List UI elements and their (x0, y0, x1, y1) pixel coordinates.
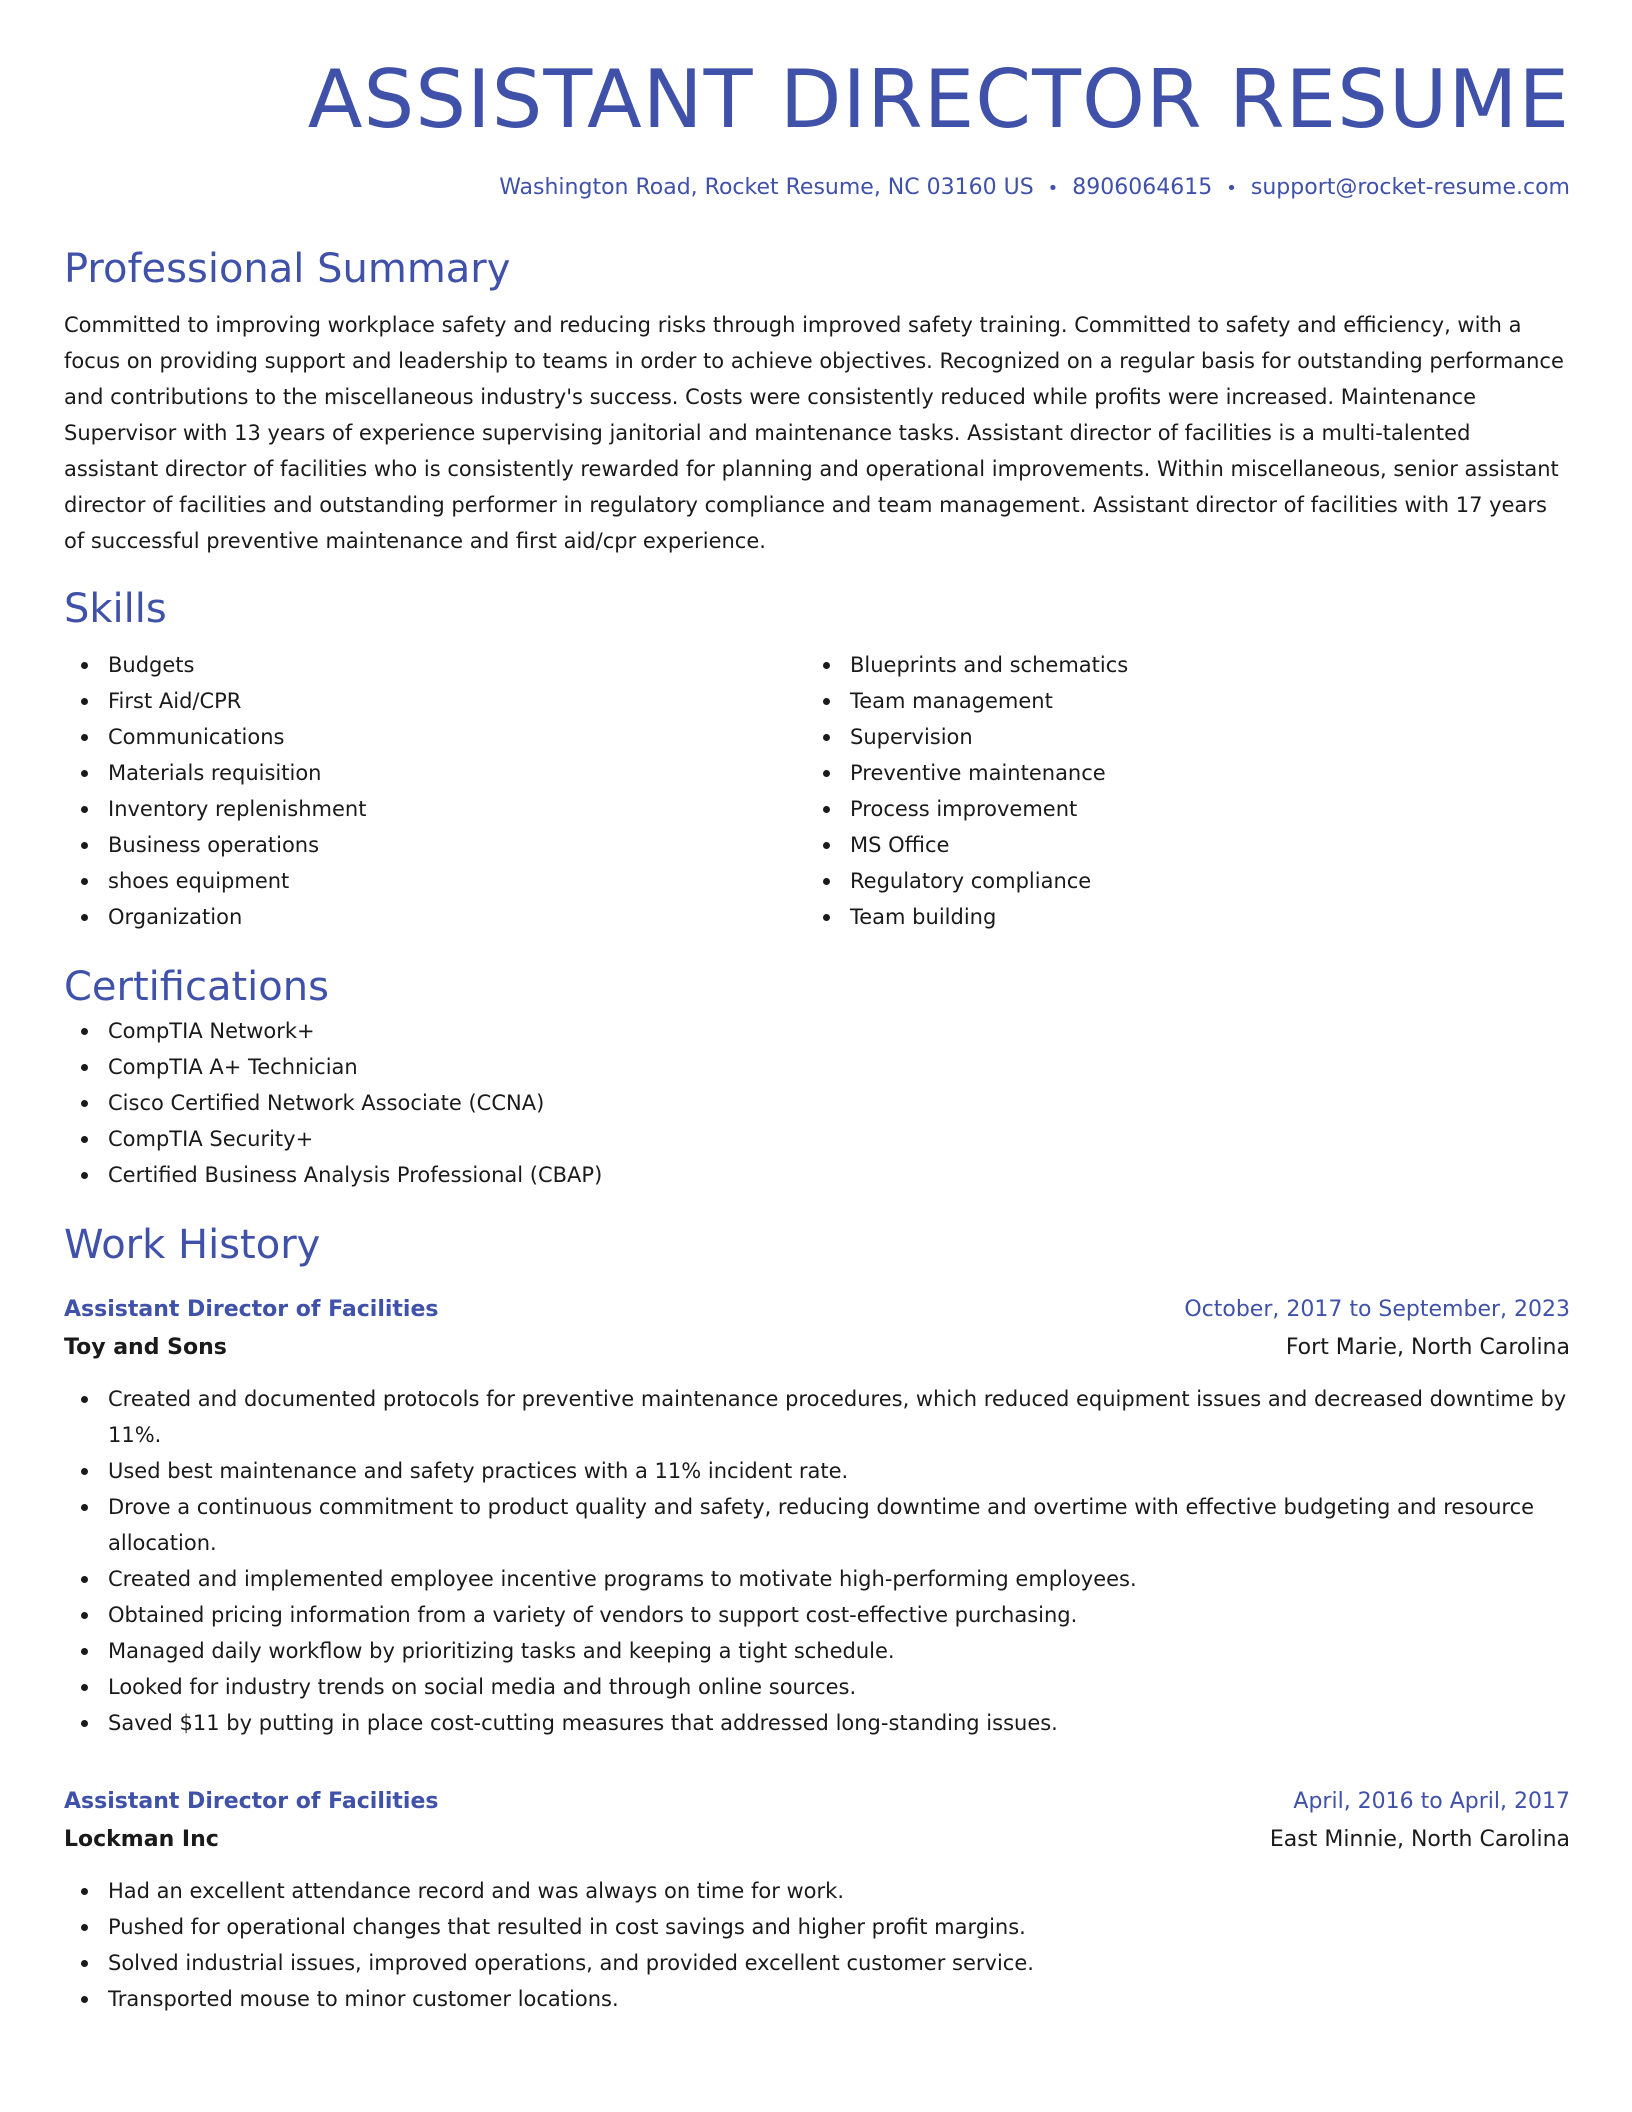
list-item: Created and documented protocols for preventive maintenance procedures, which reduced equipment issues and decreased downtime by 11%. (64, 1381, 1570, 1453)
list-item: Inventory replenishment (64, 791, 806, 827)
contact-separator: • (1047, 178, 1059, 199)
list-item: Blueprints and schematics (806, 647, 1548, 683)
contact-phone: 8906064615 (1072, 175, 1213, 200)
list-item: Transported mouse to minor customer locations. (64, 1981, 1570, 2017)
job-location: East Minnie, North Carolina (1269, 1827, 1570, 1852)
list-item: CompTIA A+ Technician (64, 1049, 1570, 1085)
contact-address: Washington Road, Rocket Resume, NC 03160 US (499, 175, 1034, 200)
list-item: Managed daily workflow by prioritizing tasks and keeping a tight schedule. (64, 1633, 1570, 1669)
list-item: Looked for industry trends on social media and through online sources. (64, 1669, 1570, 1705)
list-item: Cisco Certified Network Associate (CCNA) (64, 1085, 1570, 1121)
job-entry (64, 1291, 1570, 1741)
list-item: Budgets (64, 647, 806, 683)
job-title: Assistant Director of Facilities (64, 1297, 439, 1322)
job-company: Toy and Sons (64, 1335, 227, 1360)
certifications-list (64, 1013, 1570, 1193)
skills-list-left (64, 647, 806, 935)
job-title: Assistant Director of Facilities (64, 1789, 439, 1814)
job-company: Lockman Inc (64, 1827, 219, 1852)
contact-email: support@rocket-resume.com (1250, 175, 1570, 200)
job-dates: April, 2016 to April, 2017 (1293, 1789, 1570, 1814)
list-item: Created and implemented employee incentive programs to motivate high-performing employees. (64, 1561, 1570, 1597)
section-title-certifications: Certifications (64, 964, 329, 1010)
list-item: Business operations (64, 827, 806, 863)
resume-header (64, 0, 1570, 205)
list-item: Certified Business Analysis Professional (CBAP) (64, 1157, 1570, 1193)
list-item: Obtained pricing information from a variety of vendors to support cost-effective purchasing. (64, 1597, 1570, 1633)
list-item: CompTIA Network+ (64, 1013, 1570, 1049)
list-item: Team management (806, 683, 1548, 719)
list-item: Pushed for operational changes that resulted in cost savings and higher profit margins. (64, 1909, 1570, 1945)
list-item: Used best maintenance and safety practices with a 11% incident rate. (64, 1453, 1570, 1489)
job-company-row (64, 1329, 1570, 1367)
resume-title: ASSISTANT DIRECTOR RESUME (307, 53, 1570, 146)
list-item: Organization (64, 899, 806, 935)
list-item: First Aid/CPR (64, 683, 806, 719)
section-title-summary: Professional Summary (64, 246, 511, 292)
job-dates: October, 2017 to September, 2023 (1184, 1297, 1570, 1322)
job-bullets (64, 1873, 1570, 2017)
list-item: CompTIA Security+ (64, 1121, 1570, 1157)
job-header-row (64, 1291, 1570, 1329)
job-company-row (64, 1821, 1570, 1859)
skills-list-right (806, 647, 1548, 935)
list-item: Drove a continuous commitment to product quality and safety, reducing downtime and overtime with effective budgeting and resource allocation. (64, 1489, 1570, 1561)
list-item: shoes equipment (64, 863, 806, 899)
summary-text: Committed to improving workplace safety and reducing risks through improved safety training. Committed to safety and efficiency, with a focus on providing support and leadership to teams in order to achieve objectives. Recognized on a regular basis for outstanding performance and contributions to the miscellaneous industry's success. Costs were consistently reduced while profits were increased. Maintenance Supervisor with 13 years of experience supervising janitorial and maintenance tasks. Assistant director of facilities is a multi-talented assistant director of facilities who is consistently rewarded for planning and operational improvements. Within miscellaneous, senior assistant director of facilities and outstanding performer in regulatory compliance and team management. Assistant director of facilities with 17 years of successful preventive maintenance and first aid/cpr experience. (64, 313, 1564, 553)
job-entry (64, 1783, 1570, 2017)
resume-page (64, 0, 1570, 2017)
list-item: Supervision (806, 719, 1548, 755)
contact-separator: • (1226, 178, 1237, 199)
list-item: Solved industrial issues, improved operations, and provided excellent customer service. (64, 1945, 1570, 1981)
job-location: Fort Marie, North Carolina (1285, 1335, 1570, 1360)
section-title-skills: Skills (64, 586, 167, 632)
section-title-work-history: Work History (64, 1222, 321, 1268)
job-header-row (64, 1783, 1570, 1821)
list-item: Team building (806, 899, 1548, 935)
list-item: MS Office (806, 827, 1548, 863)
job-bullets (64, 1381, 1570, 1741)
list-item: Preventive maintenance (806, 755, 1548, 791)
list-item: Materials requisition (64, 755, 806, 791)
list-item: Regulatory compliance (806, 863, 1548, 899)
list-item: Communications (64, 719, 806, 755)
list-item: Process improvement (806, 791, 1548, 827)
list-item: Saved $11 by putting in place cost-cutting measures that addressed long-standing issues. (64, 1705, 1570, 1741)
contact-line (64, 172, 1570, 205)
list-item: Had an excellent attendance record and was always on time for work. (64, 1873, 1570, 1909)
skills-columns (64, 647, 1570, 935)
